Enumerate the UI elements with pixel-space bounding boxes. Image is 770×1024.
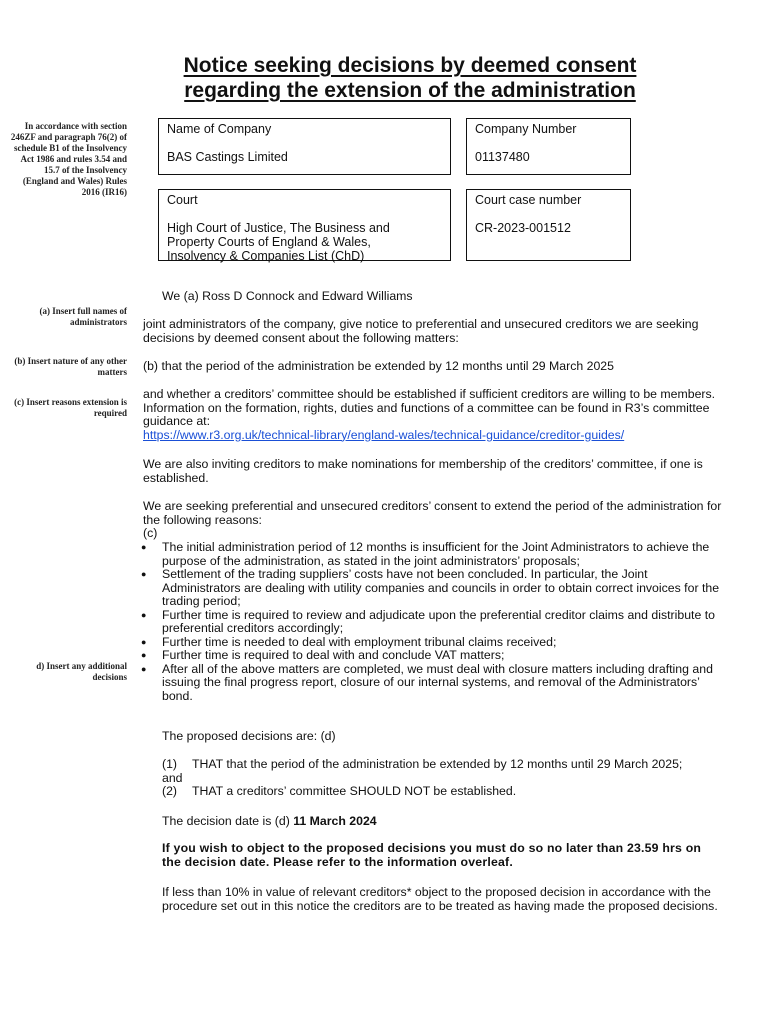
court-case-value: CR-2023-001512 [475, 221, 571, 235]
decisions-list [162, 758, 722, 799]
notice-title [150, 53, 670, 103]
decision-number: (1) [162, 757, 178, 771]
note-b: (b) Insert nature of any other matters [14, 356, 127, 377]
title-line-2: regarding the extension of the administration [184, 79, 636, 102]
note-a: (a) Insert full names of administrators [39, 306, 127, 327]
committee-text: and whether a creditors’ committee should be established if sufficient creditors are willing to be members. Information on the formation, rights, duties and functions of a committee can be found in R3’s committee guidance at: [143, 387, 716, 428]
list-item: ● Further time is needed to deal with employment tribunal claims received; [143, 636, 723, 650]
company-number-value: 01137480 [475, 150, 530, 164]
list-item: ● Further time is required to review and adjudicate upon the preferential creditor claims and distribute to preferential creditors accordingly; [143, 609, 723, 636]
statute-note: In accordance with section 246ZF and paragraph 76(2) of schedule B1 of the Insolvency Act 1986 and rules 3.54 and 15.7 of the Insolvency (England and Wales) Rules 2016 (IR16) [10, 121, 127, 197]
note-d: d) Insert any additional decisions [36, 661, 127, 682]
decision-and: and [162, 770, 183, 785]
threshold-paragraph: If less than 10% in value of relevant creditors* object to the proposed decision in accordance with the procedure set out in this notice the creditors are to be treated as having made the proposed decisions. [162, 885, 718, 913]
court-label: Court [167, 193, 198, 207]
decision-date-prefix: The decision date is (d) [162, 814, 294, 828]
decision-date: 11 March 2024 [293, 814, 377, 828]
court-case-label: Court case number [475, 193, 582, 207]
company-name-value: BAS Castings Limited [167, 150, 288, 164]
object-notice: If you wish to object to the proposed decisions you must do so no later than 23.59 hrs on the decision date. Please refer to the information overleaf. [162, 841, 702, 869]
consent-paragraph: We are seeking preferential and unsecured creditors’ consent to extend the period of the administration for the following reasons: [143, 499, 722, 527]
decision-1 [162, 758, 722, 772]
decision-2 [162, 785, 722, 799]
decision-text: THAT that the period of the administration be extended by 12 months until 29 March 2025; [192, 757, 683, 771]
decision-date-line [162, 815, 722, 829]
committee-paragraph [143, 388, 723, 442]
administrators-line: We (a) Ross D Connock and Edward Williams [162, 289, 413, 303]
court-box [158, 189, 451, 261]
company-number-box [466, 118, 631, 175]
court-value: High Court of Justice, The Business and Property Courts of England & Wales, Insolvency & Companies List (ChD) [167, 221, 390, 263]
proposed-intro: The proposed decisions are: (d) [162, 729, 336, 743]
list-item: ● After all of the above matters are completed, we must deal with closure matters including drafting and issuing the final progress report, closure of our internal systems, and removal of the Administrators’ bond. [143, 663, 723, 704]
note-c: (c) Insert reasons extension is required [14, 397, 127, 418]
c-marker: (c) [143, 526, 158, 540]
decision-number: (2) [162, 784, 178, 798]
company-number-label: Company Number [475, 122, 577, 136]
company-name-box [158, 118, 451, 175]
company-name-label: Name of Company [167, 122, 272, 136]
r3-guidance-link[interactable]: https://www.r3.org.uk/technical-library/england-wales/technical-guidance/creditor-guides/ [143, 427, 625, 442]
nominations-paragraph: We are also inviting creditors to make nominations for membership of the creditors’ committee, if one is established. [143, 457, 703, 485]
list-item: ● Further time is required to deal with and conclude VAT matters; [143, 649, 723, 663]
notice-paragraph: joint administrators of the company, give notice to preferential and unsecured creditors we are seeking decisions by deemed consent about the following matters: [143, 317, 699, 345]
matter-b: (b) that the period of the administration be extended by 12 months until 29 March 2025 [143, 359, 614, 373]
decision-text: THAT a creditors’ committee SHOULD NOT be established. [192, 784, 517, 798]
court-case-box [466, 189, 631, 261]
list-item: ● Settlement of the trading suppliers’ costs have not been concluded. In particular, the Joint Administrators are dealing with utility companies and councils in order to obtain correct invoices for the trading period; [143, 568, 723, 609]
list-item: ● The initial administration period of 12 months is insufficient for the Joint Administrators to achieve the purpose of the administration, as stated in the joint administrators’ proposals; [143, 541, 723, 568]
reasons-list [143, 541, 723, 703]
title-line-1: Notice seeking decisions by deemed consent [183, 54, 637, 77]
